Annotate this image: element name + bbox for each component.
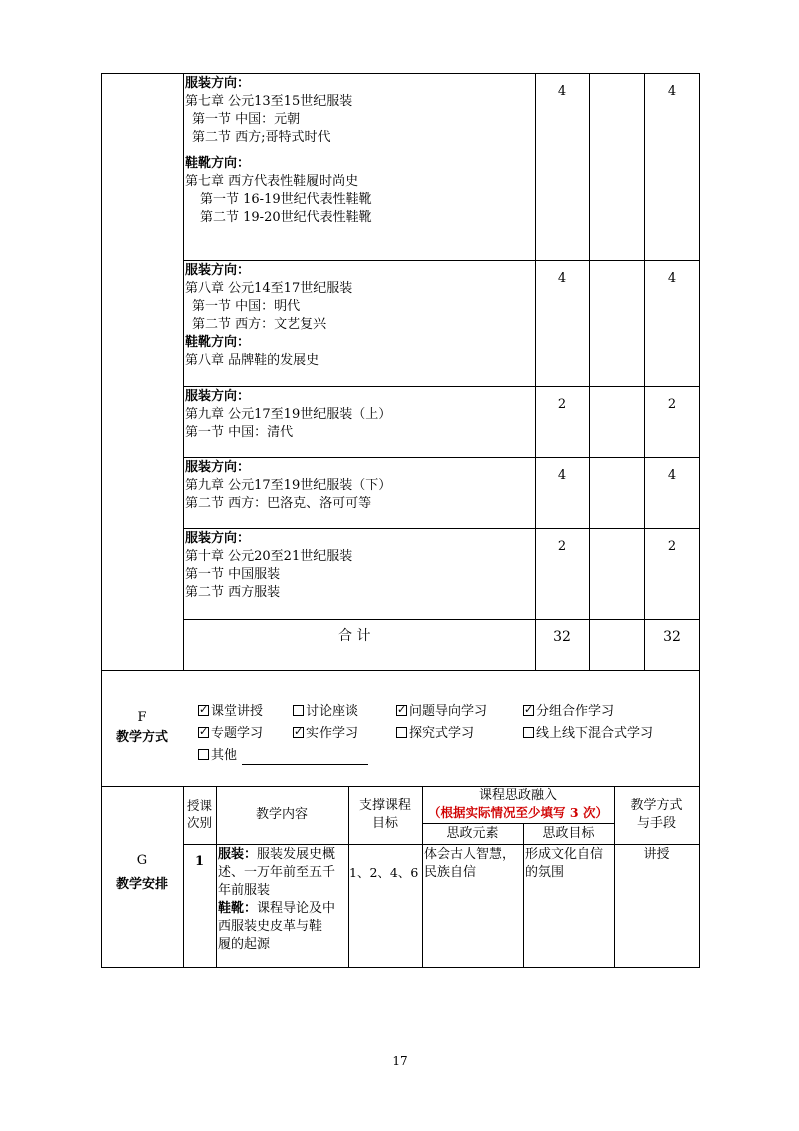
g-header-bottom	[183, 844, 700, 845]
header-ideology-goal: 思政目标	[542, 826, 595, 841]
row-total: 2	[667, 539, 677, 554]
checkbox-checked[interactable]	[198, 727, 209, 738]
row-line: 第二节 19-20世纪代表性鞋靴	[200, 210, 372, 225]
method-option[interactable]: ✓ 分组合作学习	[523, 703, 614, 721]
content-line: 履的起源	[218, 937, 271, 952]
session-number: 1	[194, 854, 205, 869]
row-divider	[183, 386, 700, 387]
method-option[interactable]: ✓课堂讲授	[198, 703, 263, 721]
header-ideology-note: （根据实际情况至少填写 3 次）	[428, 805, 608, 820]
row-line: 服装方向：	[185, 531, 251, 546]
method-option[interactable]: ✓ 实作学习	[293, 725, 358, 743]
row-line: 鞋靴方向：	[185, 335, 251, 350]
row-hours: 2	[557, 397, 567, 412]
section-f-code: F	[137, 710, 147, 725]
row-line: 第九章 公元17至19世纪服装（上）	[185, 407, 392, 422]
row-hours: 2	[557, 539, 567, 554]
row-total: 4	[667, 468, 677, 483]
method-option[interactable]: ✓ 问题导向学习	[396, 703, 487, 721]
table-border-bottom	[101, 967, 700, 968]
method-option[interactable]: ✓专题学习	[198, 725, 263, 743]
method-option[interactable]: 其他	[198, 747, 237, 765]
row-line: 第二节 西方：文艺复兴	[192, 317, 327, 332]
row-line: 第二节 西方：巴洛克、洛可可等	[185, 496, 372, 511]
method-option[interactable]: 线上线下混合式学习	[523, 725, 653, 743]
ideology-element: 体会古人智慧，	[424, 847, 516, 862]
row-line: 服装方向：	[185, 389, 251, 404]
row-line: 第一节 中国：清代	[185, 425, 294, 440]
row-hours: 4	[557, 84, 567, 99]
checkbox-unchecked[interactable]	[396, 727, 407, 738]
section-g-title: 教学安排	[115, 877, 168, 892]
teaching-method: 讲授	[643, 847, 670, 862]
method-option[interactable]: 讨论座谈	[293, 703, 358, 721]
row-line: 第二节 西方服装	[185, 585, 281, 600]
table-border-right	[699, 73, 700, 968]
header-ideology: 课程思政融入	[478, 788, 557, 803]
row-line: 服装方向：	[185, 263, 251, 278]
g-ideology-subheader-line	[422, 823, 614, 824]
row-total: 2	[667, 397, 677, 412]
checkbox-unchecked[interactable]	[198, 749, 209, 760]
header-support: 目标	[371, 816, 398, 831]
row-hours: 4	[557, 271, 567, 286]
header-session: 授课	[186, 798, 212, 813]
checkbox-unchecked[interactable]	[293, 705, 304, 716]
row-line: 第一节 中国服装	[185, 567, 281, 582]
section-divider-f	[101, 670, 700, 671]
row-line: 第七章 公元13至15世纪服装	[185, 94, 353, 109]
checkbox-unchecked[interactable]	[523, 727, 534, 738]
row-line: 第一节 中国：元朝	[192, 112, 301, 127]
row-line: 第二节 西方;哥特式时代	[192, 130, 331, 145]
row-divider	[183, 619, 700, 620]
total-label: 合 计	[338, 628, 371, 644]
row-line: 第十章 公元20至21世纪服装	[185, 549, 353, 564]
content-line: 西服装史皮革与鞋	[218, 919, 323, 934]
row-line: 第八章 公元14至17世纪服装	[185, 281, 353, 296]
content-line: 鞋靴：课程导论及中	[218, 901, 336, 916]
checkbox-checked[interactable]	[198, 705, 209, 716]
row-line: 第一节 16-19世纪代表性鞋靴	[200, 192, 372, 207]
header-method: 教学方式	[630, 798, 683, 813]
content-line: 服装：服装发展史概	[218, 847, 336, 862]
other-fill-line[interactable]	[242, 764, 368, 765]
checkbox-checked[interactable]	[523, 705, 534, 716]
section-g-code: G	[136, 853, 148, 868]
support-goals: 1、2、4、6	[349, 865, 419, 880]
row-line: 鞋靴方向：	[185, 156, 251, 171]
hours-col-line-2	[589, 73, 590, 670]
row-total: 4	[667, 271, 677, 286]
row-divider	[183, 457, 700, 458]
header-support: 支撑课程	[358, 798, 411, 813]
label-column-divider	[183, 73, 184, 670]
section-f-title: 教学方式	[115, 730, 168, 745]
checkbox-checked[interactable]	[396, 705, 407, 716]
row-line: 服装方向：	[185, 460, 251, 475]
total-hours: 32	[553, 629, 571, 645]
hours-col-line-1	[535, 73, 536, 670]
ideology-goal: 形成文化自信	[525, 847, 604, 862]
header-method: 与手段	[636, 816, 676, 831]
row-divider	[183, 528, 700, 529]
row-line: 第一节 中国：明代	[192, 299, 301, 314]
total-total: 32	[663, 629, 681, 645]
hours-col-line-3	[644, 73, 645, 670]
table-border-left	[101, 73, 102, 968]
row-line: 第八章 品牌鞋的发展史	[185, 353, 320, 368]
ideology-goal: 的氛围	[525, 865, 565, 880]
header-session: 次别	[186, 815, 212, 830]
checkbox-checked[interactable]	[293, 727, 304, 738]
row-hours: 4	[557, 468, 567, 483]
content-line: 年前服装	[218, 883, 271, 898]
row-total: 4	[667, 84, 677, 99]
header-content: 教学内容	[255, 807, 308, 822]
row-line: 第九章 公元17至19世纪服装（下）	[185, 478, 392, 493]
table-border-top	[101, 73, 700, 74]
page-number: 17	[392, 1054, 408, 1068]
row-line: 第七章 西方代表性鞋履时尚史	[185, 174, 359, 189]
header-ideology-element: 思政元素	[446, 826, 499, 841]
content-line: 述、一万年前至五千	[218, 865, 336, 880]
row-line: 服装方向：	[185, 76, 251, 91]
method-option[interactable]: 探究式学习	[396, 725, 474, 743]
row-divider	[183, 260, 700, 261]
ideology-element: 民族自信	[424, 865, 477, 880]
